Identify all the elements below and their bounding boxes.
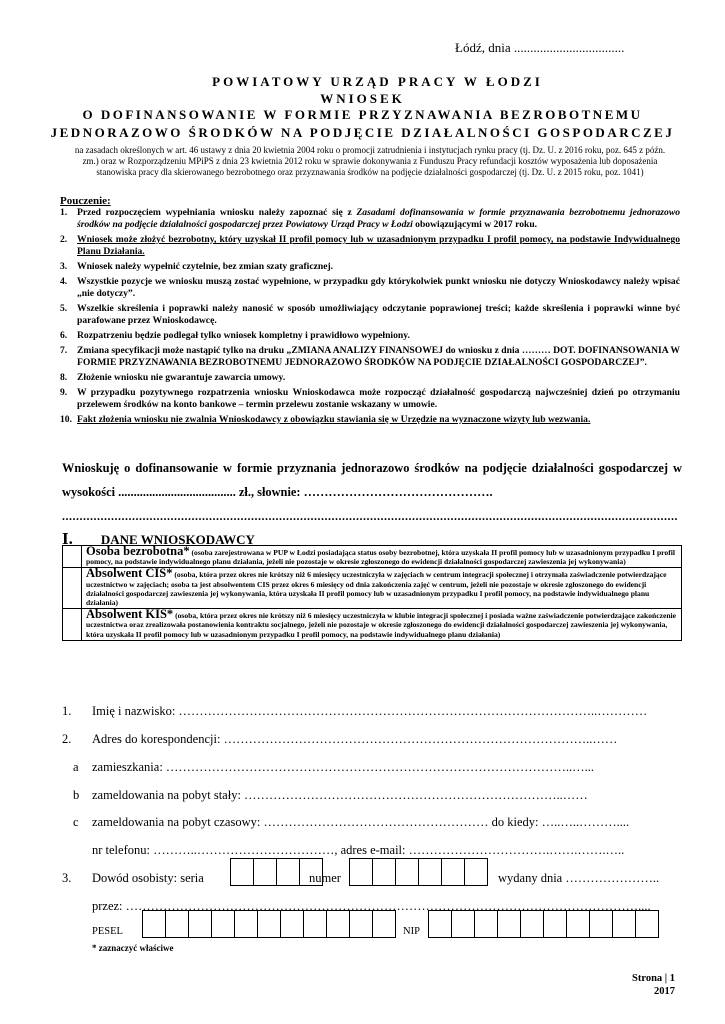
- instruction-number: 9.: [60, 387, 68, 398]
- instruction-item: [60, 414, 680, 426]
- applicant-type-cell: [82, 568, 682, 609]
- phone-email-field[interactable]: nr telefonu: ………..……………………………, adres e-mail: …………………………….…….…….…..: [92, 843, 625, 857]
- field-number: 1.: [62, 704, 72, 718]
- char-box[interactable]: [212, 911, 235, 938]
- form-title-line1: O DOFINANSOWANIE W FORMIE PRZYZNAWANIA BEZROBOTNEMU: [82, 107, 643, 122]
- field-letter: a: [73, 760, 79, 774]
- applicant-type-cell: [82, 546, 682, 568]
- amount-declaration[interactable]: Wnioskuję o dofinansowanie w formie przyznania jednorazowo środków na podjęcie działalności gospodarczej w wysokości ...................................... zł., słownie: ……………………………………….: [62, 461, 682, 499]
- pesel-label: PESEL: [92, 926, 123, 937]
- char-box[interactable]: [143, 911, 166, 938]
- declaration-continuation-line[interactable]: ................................................................................................................................................................................: [62, 509, 678, 523]
- char-box[interactable]: [350, 911, 373, 938]
- applicant-type-desc: (osoba, która przez okres nie krótszy niż 6 miesięcy uczestniczyła w zajęciach w centrum integracji społecznej i otrzymała zaświadczenie potwierdzające uczestnictwo w zajęciach; osoba ta jest absolwentem CIS przez okres 6 miesięcy od dnia zakończenia zajęć w centrum, jeżeli nie pozostaje w okresie zgłoszonego do ewidencji działalności gospodarczej zawieszenia jej wykonywania, która uzyskała II profil pomocy lub w uzasadnionym przypadku I profil pomocy, na podstawie indywidualnego planu działania): [86, 570, 667, 608]
- temporary-registration-field[interactable]: zameldowania na pobyt czasowy: ……………………………………………… do kiedy: …..…..………....: [92, 815, 630, 829]
- permanent-registration-field[interactable]: zameldowania na pobyt stały: …………………………………………………………………..……: [92, 788, 588, 802]
- instructions-list: [60, 207, 680, 429]
- instruction-text: Fakt złożenia wniosku nie zwalnia Wnioskodawcy z obowiązku stawiania się w Urzędzie na wyznaczone wizyty lub wezwania.: [77, 414, 591, 425]
- instruction-text-italic: Zasadami dofinansowania w formie przyznawania bezrobotnemu jednorazowo środków na podjęcie działalności gospodarczej przez Powiatowy Urząd Pracy w Łodzi: [77, 207, 681, 230]
- instruction-text: Wniosek należy wypełnić czytelnie, bez zmian szaty graficznej.: [77, 261, 334, 272]
- id-issuer-field[interactable]: przez: ……………………………………………………………………………………………………………....: [92, 899, 651, 913]
- instruction-text: obowiązującymi w 2017 roku.: [412, 219, 538, 230]
- instruction-item: [60, 303, 680, 327]
- char-box[interactable]: [350, 859, 373, 886]
- char-box[interactable]: [419, 859, 442, 886]
- char-box[interactable]: [277, 859, 300, 886]
- char-box[interactable]: [258, 911, 281, 938]
- field-number: 3.: [62, 871, 72, 885]
- instruction-number: 8.: [60, 372, 68, 383]
- field-letter: b: [73, 788, 80, 802]
- nip-label: NIP: [403, 926, 420, 937]
- instruction-number: 2.: [60, 234, 68, 245]
- residence-address-field[interactable]: zamieszkania: ……………………………………………………………………………………..…...: [92, 760, 595, 774]
- char-box[interactable]: [613, 911, 636, 938]
- instruction-item: [60, 372, 680, 384]
- instruction-text: Przed rozpoczęciem wypełniania wniosku należy zapoznać się z: [77, 207, 357, 218]
- instruction-number: 5.: [60, 303, 68, 314]
- instruction-item: [60, 330, 680, 342]
- char-box[interactable]: [521, 911, 544, 938]
- applicant-type-cell: [82, 609, 682, 641]
- id-series-label: Dowód osobisty: seria: [92, 871, 204, 885]
- page-number: Strona | 1: [632, 973, 675, 984]
- page-year: 2017: [654, 986, 675, 997]
- char-box[interactable]: [281, 911, 304, 938]
- legal-basis: na zasadach określonych w art. 46 ustawy z dnia 20 kwietnia 2004 roku o promocji zatrudnienia i instytucjach rynku pracy (tj. Dz. U. z 2016 roku, poz. 645 z późn. zm.) oraz w Rozporządzeniu MPiPS z dnia 23 kwietnia 2012 roku w sprawie dokonywania z Funduszu Pracy refundacji kosztów wyposażenia lub doposażenia stanowiska pracy dla skierowanego bezrobotnego oraz przyznawania środków na podjęcie działalności gospodarczej (tj. Dz. U. z 2015 roku, poz. 1041): [74, 145, 666, 177]
- char-box[interactable]: [373, 859, 396, 886]
- applicant-type-row: [63, 609, 682, 641]
- applicant-type-row: [63, 546, 682, 568]
- applicant-type-checkbox[interactable]: [63, 568, 82, 609]
- char-box[interactable]: [498, 911, 521, 938]
- char-box[interactable]: [475, 911, 498, 938]
- char-box[interactable]: [327, 911, 350, 938]
- applicant-type-row: [63, 568, 682, 609]
- applicant-type-label: Absolwent CIS*: [86, 566, 173, 581]
- applicant-type-label: Absolwent KIS*: [86, 607, 174, 622]
- date-line: Łódź, dnia ..................................: [455, 40, 625, 55]
- form-title-line2: JEDNORAZOWO ŚRODKÓW NA PODJĘCIE DZIAŁALNOŚCI GOSPODARCZEJ: [50, 125, 675, 140]
- instruction-item: [60, 207, 680, 231]
- applicant-type-table: [62, 545, 682, 641]
- applicant-type-label: Osoba bezrobotna*: [86, 544, 190, 558]
- instruction-text: Wszystkie pozycje we wniosku muszą zostać wypełnione, w przypadku gdy którykolwiek punkt wniosku nie dotyczy Wnioskodawcy należy wpisać „nie dotyczy”.: [77, 276, 680, 299]
- instruction-number: 3.: [60, 261, 68, 272]
- id-number-boxes[interactable]: [349, 858, 488, 886]
- name-field[interactable]: Imię i nazwisko: ………………………………………………………………………………………..…………: [92, 704, 648, 718]
- char-box[interactable]: [235, 911, 258, 938]
- char-box[interactable]: [452, 911, 475, 938]
- instruction-item: [60, 387, 680, 411]
- id-issued-field[interactable]: wydany dnia …………………..: [498, 871, 660, 885]
- char-box[interactable]: [567, 911, 590, 938]
- instruction-text: Rozpatrzeniu będzie podlegał tylko wniosek kompletny i prawidłowo wypełniony.: [77, 330, 410, 341]
- pesel-boxes[interactable]: [142, 910, 396, 938]
- char-box[interactable]: [166, 911, 189, 938]
- page-footer: [625, 972, 675, 998]
- instruction-item: [60, 345, 680, 369]
- applicant-type-desc: (osoba zarejestrowana w PUP w Łodzi posiadająca status osoby bezrobotnej, która uzyskała II profil pomocy lub w uzasadnionym przypadku I profil pomocy, na podstawie indywidualnego planu działania, jeżeli nie pozostaje w okresie zgłoszonego do ewidencji działalności gospodarczej zawieszenia jej wykonywania): [86, 548, 675, 567]
- field-letter: c: [73, 815, 79, 829]
- applicant-type-desc: (osoba, która przez okres nie krótszy niż 6 miesięcy uczestniczyła w klubie integracji społecznej i posiada ważne zaświadczenie potwierdzające zakończenie uczestnictwa oraz zrealizowała postanowienia kontraktu socjalnego, jeżeli nie pozostaje w okresie zgłoszonego do ewidencji działalności gospodarczej zawieszenia jej wykonywania, która uzyskała II profil pomocy lub w uzasadnionym przypadku I profil pomocy, na podstawie indywidualnego planu działania): [86, 611, 677, 639]
- instruction-text: Wszelkie skreślenia i poprawki należy nanosić w sposób umożliwiający odczytanie poprawionej treści; każde skreślenia i poprawki winne być parafowane przez Wnioskodawcę.: [77, 303, 680, 326]
- instruction-item: [60, 276, 680, 300]
- char-box[interactable]: [590, 911, 613, 938]
- instruction-item: [60, 261, 680, 273]
- char-box[interactable]: [442, 859, 465, 886]
- instruction-number: 6.: [60, 330, 68, 341]
- footnote: * zaznaczyć właściwe: [92, 943, 174, 953]
- applicant-type-checkbox[interactable]: [63, 609, 82, 641]
- char-box[interactable]: [231, 859, 254, 886]
- applicant-type-checkbox[interactable]: [63, 546, 82, 568]
- instruction-number: 10.: [60, 414, 72, 425]
- field-number: 2.: [62, 732, 72, 746]
- char-box[interactable]: [304, 911, 327, 938]
- instruction-number: 4.: [60, 276, 68, 287]
- instruction-text: Zmiana specyfikacji może nastąpić tylko na druku „ZMIANA ANALIZY FINANSOWEJ do wniosku z dnia ……… DOT. DOFINANSOWANIA W FORMIE PRZYZNAWANIA BEZROBOTNEMU JEDNORAZOWO ŚRODKÓW NA PODJĘCIE DZIAŁALNOŚCI GOSPODARCZEJ”.: [77, 345, 680, 368]
- section-number: I.: [62, 529, 73, 548]
- instruction-number: 7.: [60, 345, 68, 356]
- instruction-item: [60, 234, 680, 258]
- char-box[interactable]: [254, 859, 277, 886]
- instructions-heading: Pouczenie:: [60, 195, 111, 207]
- instruction-text: W przypadku pozytywnego rozpatrzenia wniosku Wnioskodawca może rozpocząć działalność gospodarczą najwcześniej dzień po otrzymaniu przelewem środków na konto bankowe – termin przelewu zostanie wskazany w umowie.: [77, 387, 680, 410]
- char-box[interactable]: [373, 911, 396, 938]
- id-number-label: numer: [309, 871, 341, 885]
- nip-boxes[interactable]: [428, 910, 659, 938]
- instruction-number: 1.: [60, 207, 68, 218]
- char-box[interactable]: [636, 911, 659, 938]
- instruction-text: Złożenie wniosku nie gwarantuje zawarcia umowy.: [77, 372, 286, 383]
- office-name: POWIATOWY URZĄD PRACY W ŁODZI: [212, 74, 543, 89]
- correspondence-address-field[interactable]: Adres do korespondencji: ……………………………………………………………………………..……: [92, 732, 618, 746]
- section-title: DANE WNIOSKODAWCY: [100, 532, 255, 547]
- char-box[interactable]: [544, 911, 567, 938]
- instruction-text: Wniosek może złożyć bezrobotny, który uzyskał II profil pomocy lub w uzasadnionym przypadku I profil pomocy, na podstawie Indywidualnego Planu Działania.: [77, 234, 680, 257]
- form-name: WNIOSEK: [320, 91, 405, 106]
- char-box[interactable]: [396, 859, 419, 886]
- char-box[interactable]: [465, 859, 488, 886]
- char-box[interactable]: [429, 911, 452, 938]
- char-box[interactable]: [189, 911, 212, 938]
